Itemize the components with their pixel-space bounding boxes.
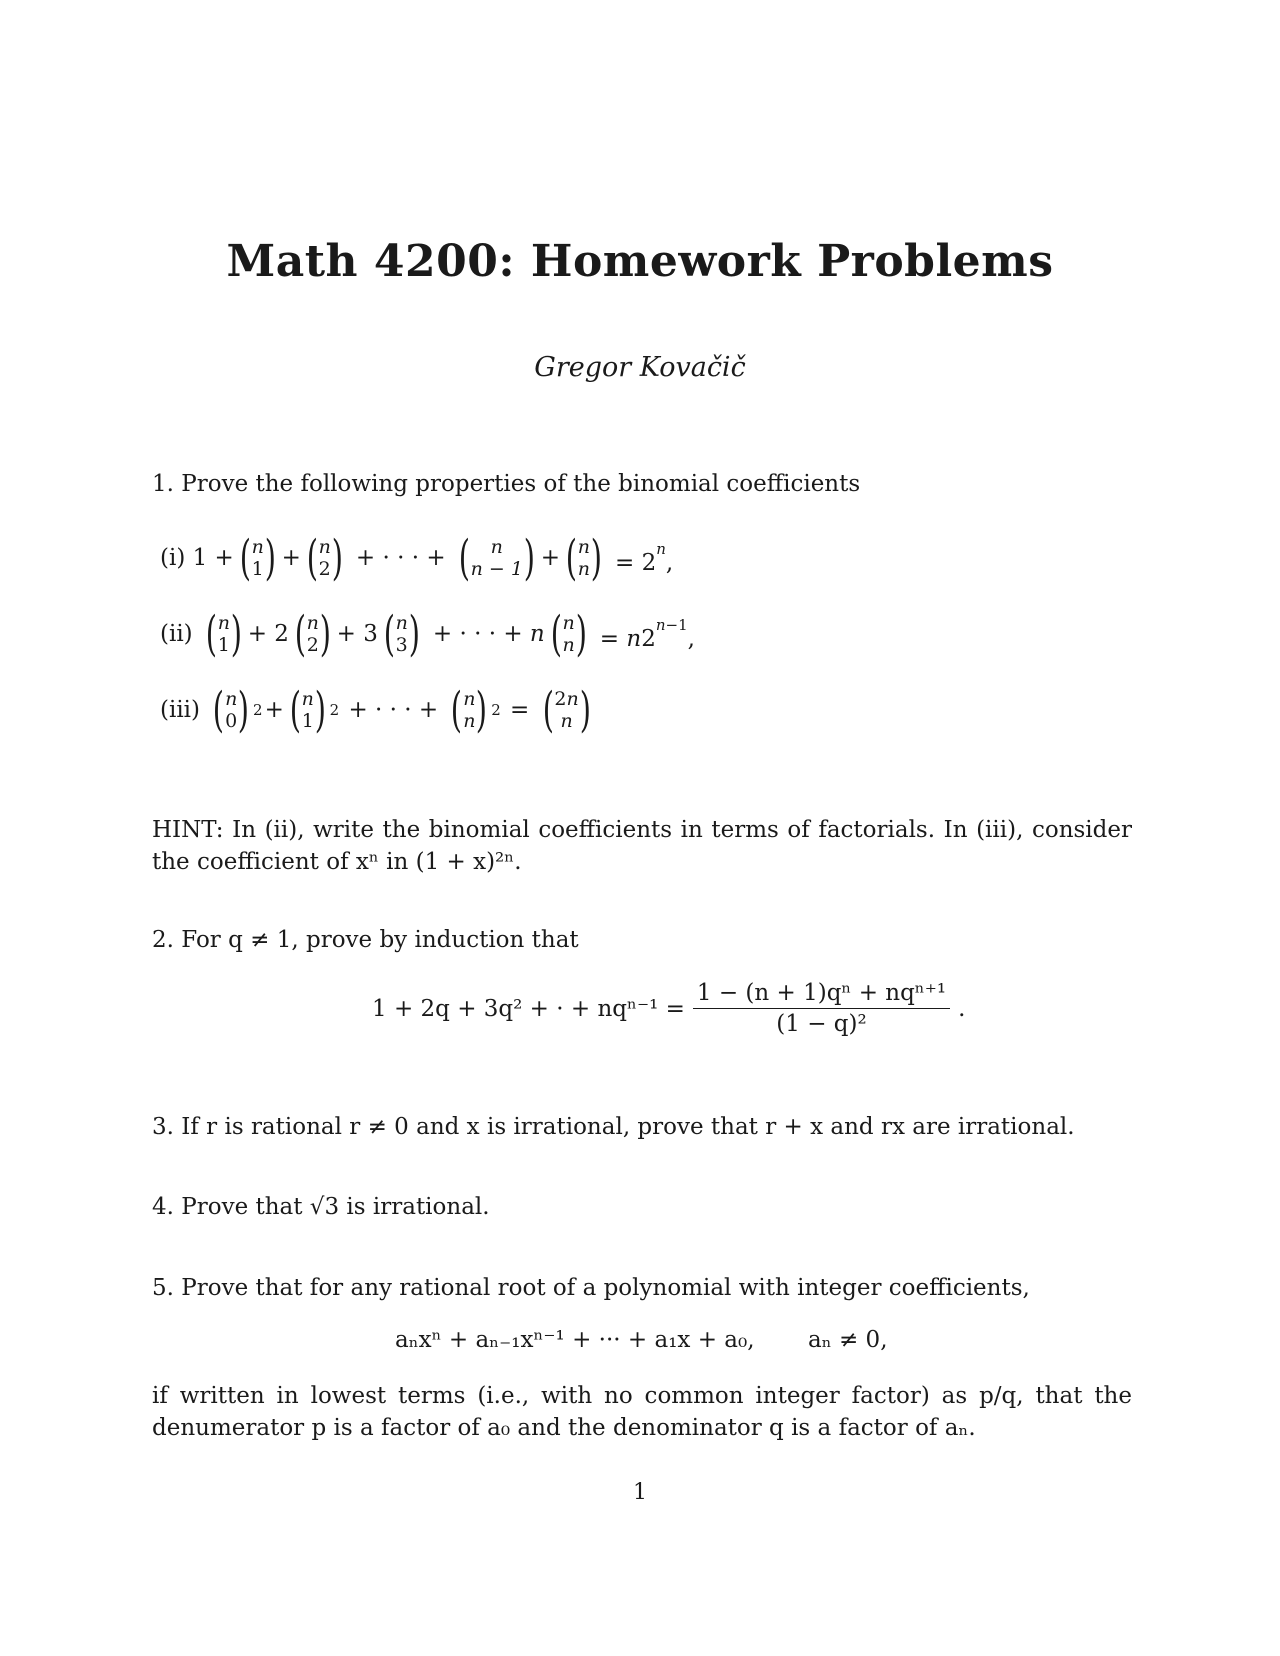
problem-5-condition: aₙ ≠ 0, [808, 1327, 888, 1353]
page-number: 1 [633, 1480, 647, 1505]
problem-5-intro: 5. Prove that for any rational root of a polynomial with integer coefficients, [152, 1275, 1030, 1301]
problem-5-text: if written in lowest terms (i.e., with no common integer factor) as p/q, that the denumerator p is a factor of a₀ and the denominator q is a factor of aₙ. [152, 1383, 1132, 1441]
problem-2-numerator: 1 − (n + 1)qⁿ + nqⁿ⁺¹ [693, 980, 950, 1009]
equation-i: (i) 1 + ( n 1 ) + ( n 2 ) + · · · + ( n n − 1 ) + ( n n ) = $2^n$, [160, 530, 674, 586]
problem-4: 4. Prove that √3 is irrational. [152, 1194, 490, 1220]
problem-2-intro: 2. For q ≠ 1, prove by induction that [152, 927, 579, 953]
problem-1-hint: HINT: In (ii), write the binomial coefficients in terms of factorials. In (iii), consider the coefficient of xⁿ in (1 + x)²ⁿ. [152, 817, 1132, 875]
problem-3: 3. If r is rational r ≠ 0 and x is irrational, prove that r + x and rx are irrational. [152, 1114, 1075, 1140]
problem-2-lhs: 1 + 2q + 3q² + · + nqⁿ⁻¹ = [372, 995, 685, 1022]
problem-2-equation: 1 + 2q + 3q² + · + nqⁿ⁻¹ = $\frac{\text{1 − (n + 1)qⁿ + nqⁿ⁺¹}}{\text{(1 − q)²}}$ . [372, 980, 966, 1037]
equation-ii: (ii) ( n 1 ) + 2 ( n 2 ) + 3 ( n 3 ) + · · · + n ( n n ) = $n2^{n-1}$, [160, 606, 695, 662]
author: Gregor Kovačič [534, 352, 746, 383]
problem-2-denominator: (1 − q)² [776, 1011, 867, 1037]
problem-5-polynomial: aₙxⁿ + aₙ₋₁xⁿ⁻¹ + ··· + a₁x + a₀, [395, 1327, 755, 1353]
equation-iii: (iii) ( n 0 ) 2 + ( n 1 ) 2 + · · · + ( n n ) 2 = ( 2n n ) [160, 682, 591, 738]
problem-1-intro: 1. Prove the following properties of the binomial coefficients [152, 471, 861, 497]
page-title: Math 4200: Homework Problems [226, 236, 1054, 287]
